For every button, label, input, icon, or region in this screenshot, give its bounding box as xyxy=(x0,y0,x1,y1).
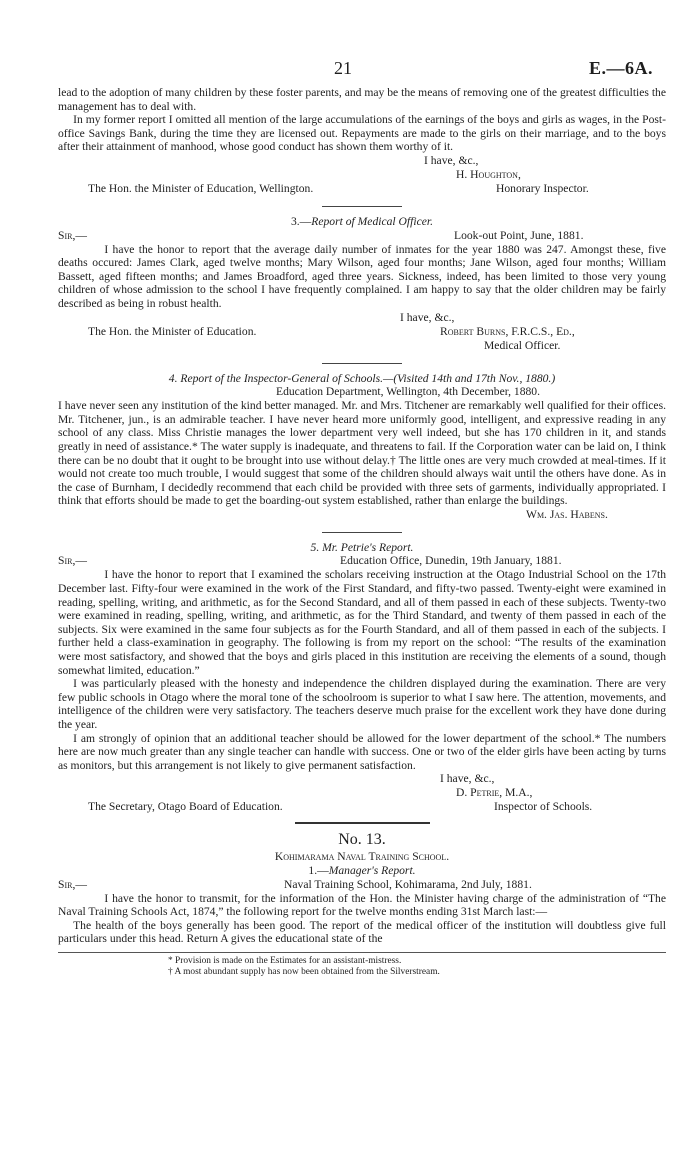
page-header xyxy=(0,58,700,80)
intro-paragraph: lead to the adoption of many children by these foster parents, and may be the means of removing one of the greatest difficulties the management has to deal with. xyxy=(58,86,666,113)
chapter-number: No. 13. xyxy=(338,831,386,849)
signer-title: Honorary Inspector. xyxy=(496,181,589,195)
inspector-report-text: I have never seen any institution of the kind better managed. Mr. and Mrs. Titchener are remarkably well qualified for their offices. Mr. Titchener, jun., is an admirable teacher. I have never heard more uniformly good, intelligent, and expressive reading in any school of any class. Miss Christie manages the lower department very well indeed, but she has 170 children in it, and stands greatly in need of assistance.* The water supply is inadequate, and threatens to fail. If the Corporation water can be laid on, I think there can be no doubt that it ought to be brought into use without delay.† The little ones are very much crowded at meal-times. If it would not create too much trouble, I would suggest that some of the children should always wait until the others have done. As in the case of Burnham, I decidedly recommend that each child be provided with three sets of garments, individually appropriated. I think that efforts should be made to get the boarding-out system established, rather than enlarge the buildings. xyxy=(58,399,666,508)
signature: Wm. Jas. Habens. xyxy=(526,507,608,521)
section-divider xyxy=(322,363,402,364)
petrie-report-text: I was particularly pleased with the honesty and independence the children displayed during the examination. There are very few public schools in Otago where the moral tone of the schoolroom is superior to what I saw here. The attention, movements, and intelligence of the children were very satisfactory. The teachers deserve much praise for the excellent work they have done during the year. xyxy=(58,677,666,731)
section-title: 3.—Report of Medical Officer. xyxy=(290,214,433,228)
manager-report-text: The health of the boys generally has been good. The report of the medical officer of the institution will doubtless give full particulars under this head. Return A gives the educational state of the xyxy=(58,918,666,946)
intro-paragraph: In my former report I omitted all mention of the large accumulations of the earnings of the boys and girls as wages, in the Post-office Savings Bank, during the time they are licensed out. Repayments are made to the girls on their marriage, and to the boys after their attainment of manhood, whose good conduct has shown them worthy of it. xyxy=(58,113,666,154)
section-divider xyxy=(322,532,402,533)
signer-title: Medical Officer. xyxy=(484,338,561,352)
section-divider xyxy=(322,206,402,207)
salutation: Sir,— xyxy=(58,554,87,568)
place-date: Education Department, Wellington, 4th December, 1880. xyxy=(276,385,541,399)
salutation: Sir,— xyxy=(58,228,87,242)
place-date: Naval Training School, Kohimarama, 2nd July, 1881. xyxy=(284,877,532,891)
petrie-report-text: I have the honor to report that I examined the scholars receiving instruction at the Otago Industrial School on the 17th December last. Fifty-four were examined in the work of the First Standard, and fifty-two passed. Twenty-eight were examined in reading, spelling, writing, and arithmetic, as for the Second Standard, and all of them passed in each of these subjects. Twenty-two were examined in reading, spelling, writing, and arithmetic, as for the Third Standard, and twenty of them passed in each of the subjects. Six were examined in the same four subjects as for the Fourth Standard, and all of them passed in each of the subjects. I further held a class-examination in geography. The following is from my report on the school: “The results of the examination were most satisfactory, and showed that the boys and girls placed in this institution are receiving the elements of a sound, though somewhat limited, education.” xyxy=(58,568,666,677)
signer-title: Inspector of Schools. xyxy=(494,800,593,814)
manager-report-text: I have the honor to transmit, for the information of the Hon. the Minister having charge of the administration of “The Naval Training Schools Act, 1874,” the following report for the twelve months ending 31st March last:— xyxy=(58,891,666,919)
section-title: 4. Report of the Inspector-General of Schools.—(Visited 14th and 17th Nov., 1880.) xyxy=(168,371,556,385)
closing-line: I have, &c., xyxy=(400,310,455,324)
signature: Robert Burns, F.R.C.S., Ed., xyxy=(440,324,575,338)
document-body xyxy=(58,86,666,978)
signature: H. Houghton, xyxy=(456,167,521,181)
section-title: 5. Mr. Petrie's Report. xyxy=(310,540,414,554)
medical-report-text: I have the honor to report that the average daily number of inmates for the year 1880 was 247. Amongst these, five deaths occured: James Clark, aged twelve months; Mary Wilson, aged four months; Jane Wilson, aged four months; William Bassett, aged fifteen months; and James Broadford, aged three years. Sickness, indeed, has been limited to those very young children of whose admission to the school I have frequently complained. I am happy to say that the older children may be fairly described as being in robust health. xyxy=(58,242,666,310)
addressee: The Hon. the Minister of Education. xyxy=(88,324,257,338)
footnotes xyxy=(58,952,666,978)
petrie-report-text: I am strongly of opinion that an additional teacher should be allowed for the lower department of the school.* The numbers here are now much greater than any single teacher can handle with success. One or two of the elder girls have been acting by turns as monitors, but this arrangement is not likely to give permanent satisfaction. xyxy=(58,731,666,772)
closing-line: I have, &c., xyxy=(440,772,495,786)
closing-line: I have, &c., xyxy=(424,153,479,167)
footnote: * Provision is made on the Estimates for an assistant-mistress. xyxy=(168,955,402,966)
school-title: Kohimarama Naval Training School. xyxy=(274,850,450,864)
signature: D. Petrie, M.A., xyxy=(456,786,533,800)
addressee: The Secretary, Otago Board of Education. xyxy=(88,800,283,814)
document-reference: E.—6A. xyxy=(588,58,653,78)
addressee: The Hon. the Minister of Education, Wellington. xyxy=(88,181,314,195)
footnote: † A most abundant supply has now been obtained from the Silverstream. xyxy=(168,966,440,977)
page-number: 21 xyxy=(334,58,352,78)
section-divider xyxy=(295,822,430,824)
place-date: Education Office, Dunedin, 19th January, 1881. xyxy=(340,554,562,568)
salutation: Sir,— xyxy=(58,877,87,891)
section-title: 1.—Manager's Report. xyxy=(308,863,416,877)
place-date: Look-out Point, June, 1881. xyxy=(454,228,584,242)
